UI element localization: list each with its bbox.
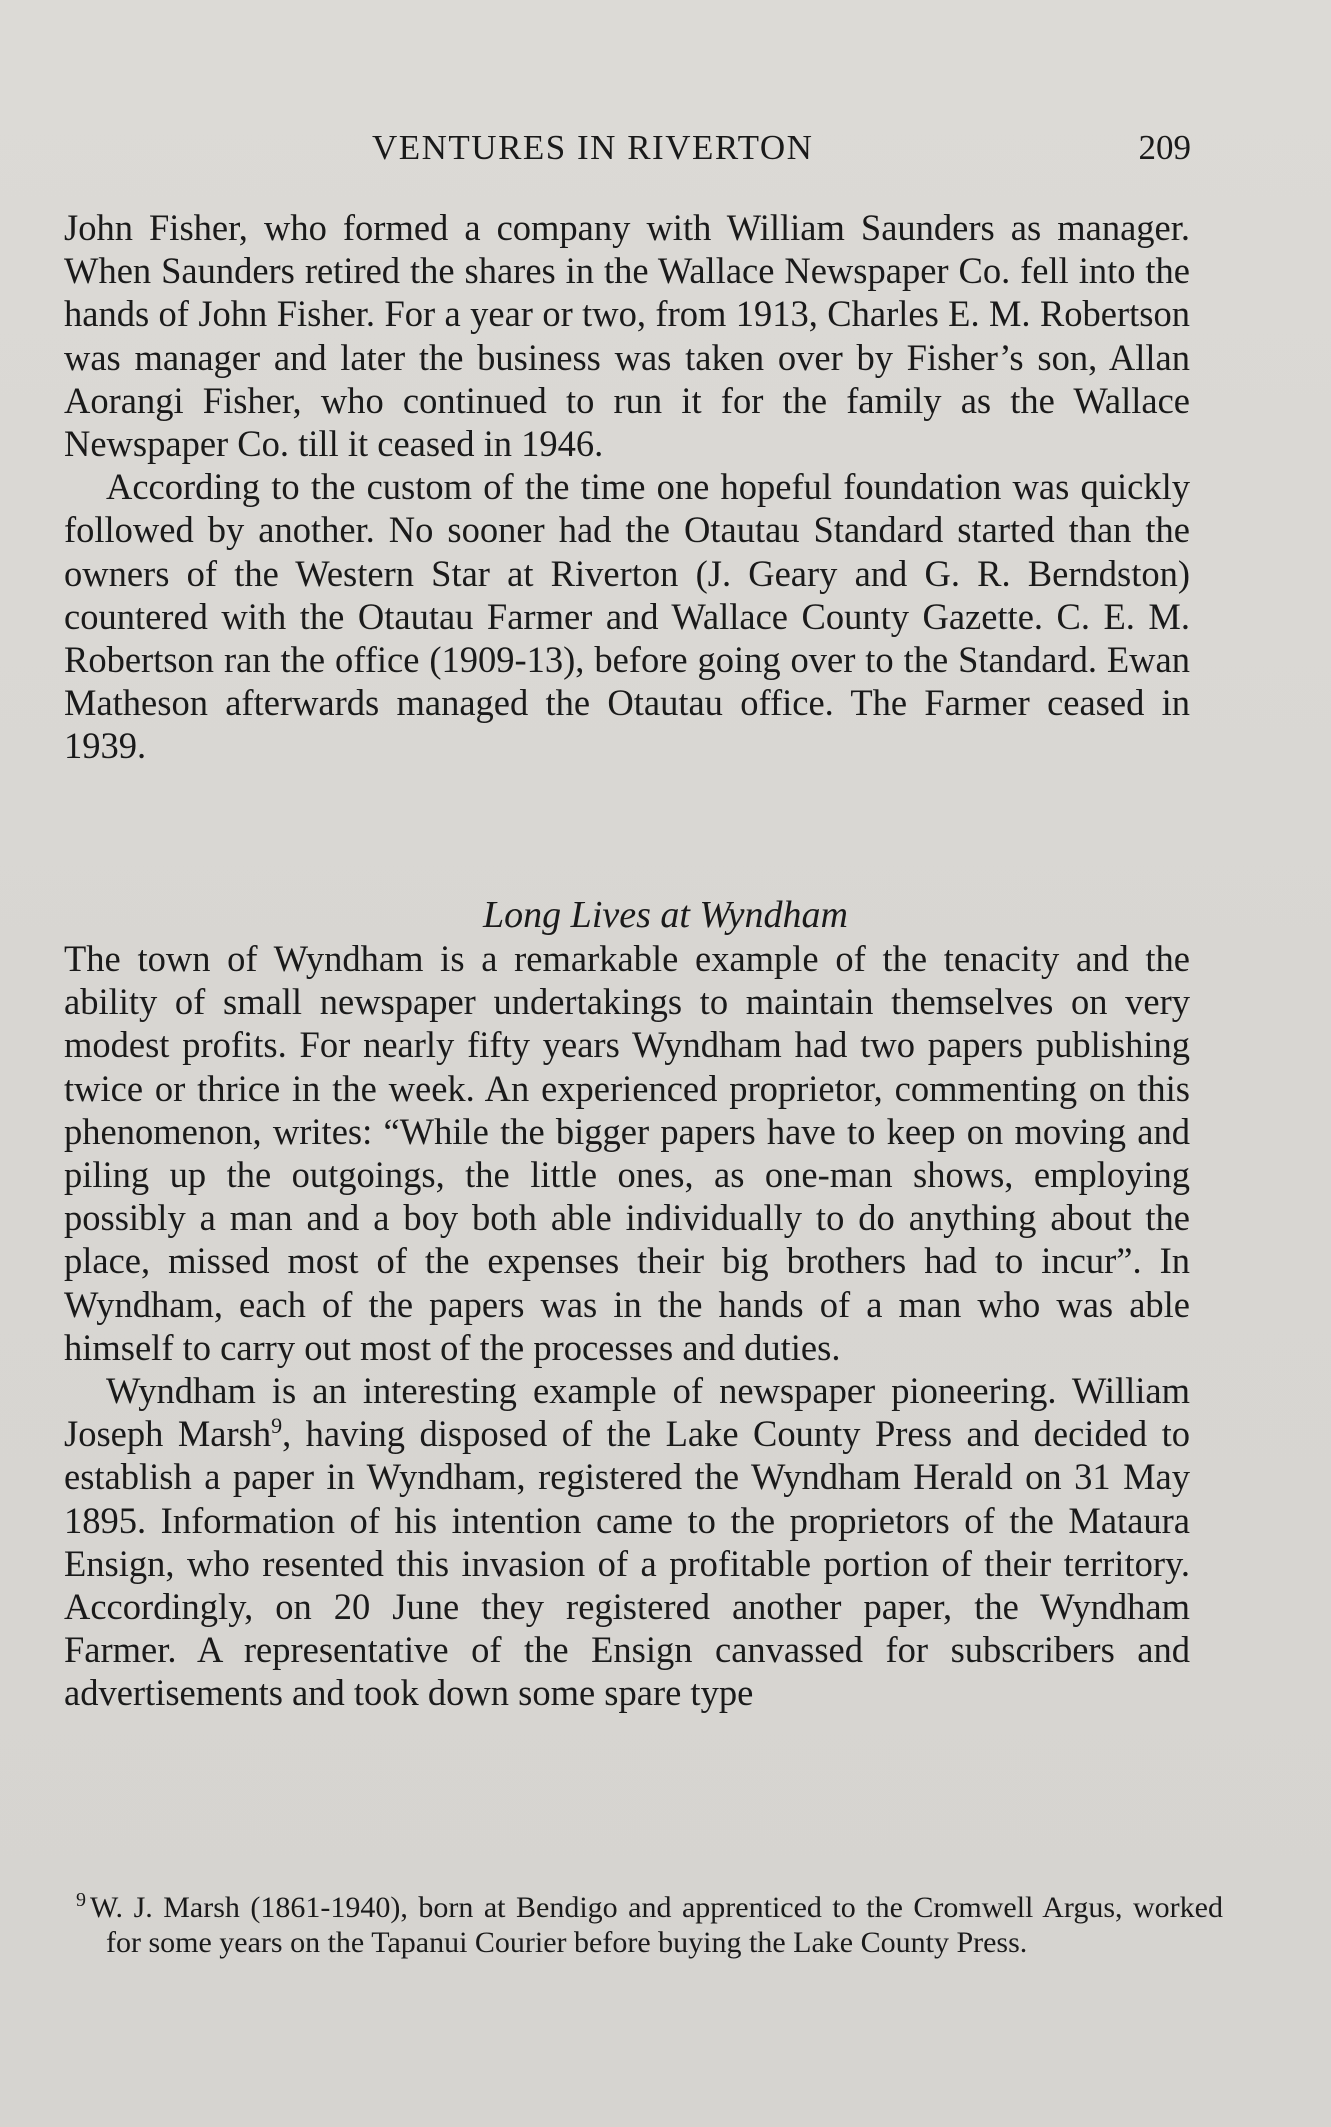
page-header	[0, 128, 1331, 176]
paragraph-text-start: Wyndham is an interesting example of newspaper pioneering. William Joseph Marsh	[64, 1370, 1190, 1455]
footnote-marker: 9	[76, 1889, 86, 1911]
footnote-text: W. J. Marsh (1861-1940), born at Bendigo and apprenticed to the Cromwell Argus, worked for some years on the Tapanui Courier before buying the Lake County Press.	[90, 1891, 1223, 1959]
footnote-reference: 9	[271, 1413, 283, 1439]
paragraph-wyndham-intro: The town of Wyndham is a remarkable example of the tenacity and the ability of small newspaper undertakings to maintain themselves on very modest profits. For nearly fifty years Wyndham had two papers publishing twice or thrice in the week. An experienced proprietor, commenting on this phenomenon, writes: “While the bigger papers have to keep on moving and piling up the outgoings, the little ones, as one-man shows, employing possibly a man and a boy both able individually to do anything about the place, missed most of the expenses their big brothers had to incur”. In Wyndham, each of the papers was in the hands of a man who was able himself to carry out most of the processes and duties.	[64, 938, 1190, 1368]
paragraph-wyndham-pioneering	[64, 1369, 1190, 1715]
section-heading: Long Lives at Wyndham	[483, 894, 848, 936]
running-head: VENTURES IN RIVERTON	[372, 128, 814, 167]
text-block-lower	[64, 937, 1190, 1715]
page-number: 209	[1138, 128, 1191, 167]
paragraph-otautau: According to the custom of the time one hopeful foundation was quickly followed by another. No sooner had the Otautau Standard started than the owners of the Western Star at Riverton (J. Geary and G. R. Berndston) countered with the Otautau Farmer and Wallace County Gazette. C. E. M. Robertson ran the office (1909-13), before going over to the Standard. Ewan Matheson afterwards managed the Otautau office. The Farmer ceased in 1939.	[64, 466, 1190, 767]
footnote	[76, 1890, 1223, 1960]
paragraph-text-end: , having disposed of the Lake County Press and decided to establish a paper in Wyndham, registered the Wyndham Herald on 31 May 1895. Information of his intention came to the proprietors of the Mataura Ensign, who resented this invasion of a profitable portion of their territory. Accordingly, on 20 June they registered another paper, the Wyndham Farmer. A representative of the Ensign canvassed for subscribers and advertisements and took down some spare type	[64, 1413, 1191, 1714]
text-block-upper	[64, 206, 1190, 768]
paragraph-continued: John Fisher, who formed a company with William Saunders as manager. When Saunders retired the shares in the Wallace Newspaper Co. fell into the hands of John Fisher. For a year or two, from 1913, Charles E. M. Robertson was manager and later the business was taken over by Fisher’s son, Allan Aorangi Fisher, who continued to run it for the family as the Wallace Newspaper Co. till it ceased in 1946.	[64, 207, 1190, 465]
